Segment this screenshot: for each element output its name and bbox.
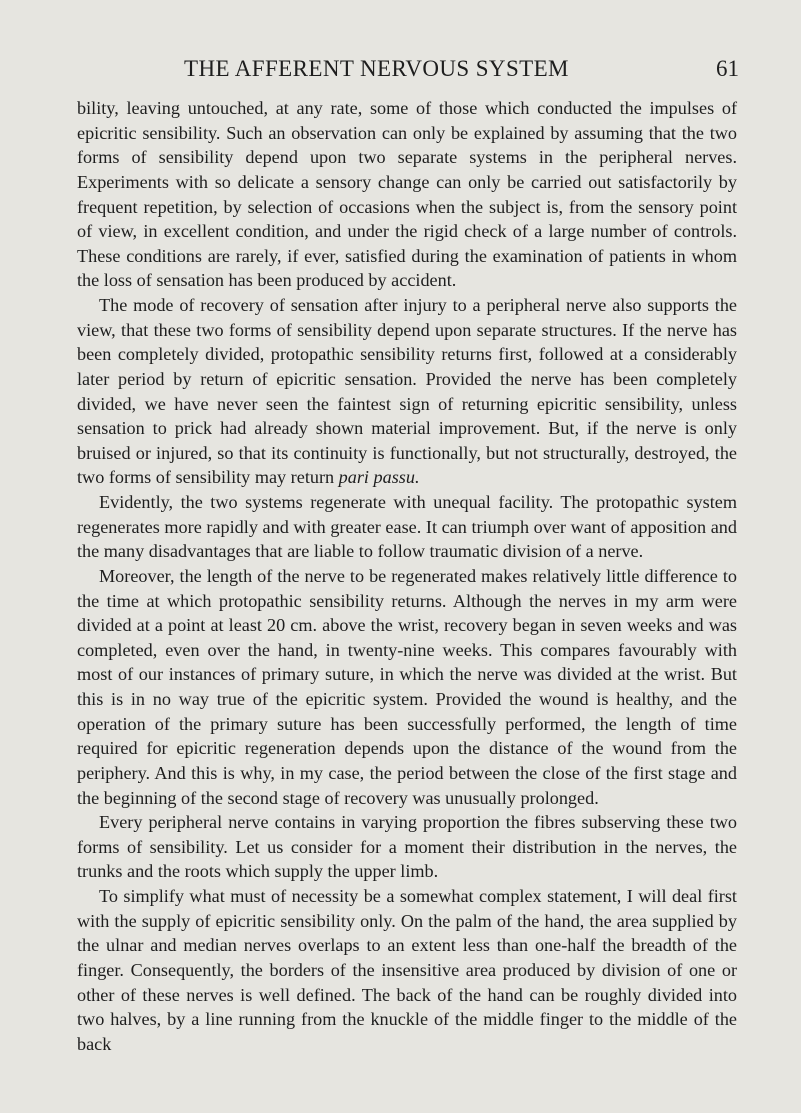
paragraph: To simplify what must of necessity be a somewhat complex statement, I will deal first with the supply of epicritic sensibility only. On the palm of the hand, the area supplied by the ulnar and median nerves overlaps to an extent less than one-half the breadth of the finger. Consequently, the borders of the insensitive area produced by division of one or other of these nerves is well defined. The back of the hand can be roughly divided into two halves, by a line running from the knuckle of the middle finger to the middle of the back [77,886,737,1054]
running-head: THE AFFERENT NERVOUS SYSTEM [184,56,569,81]
paragraph: bility, leaving untouched, at any rate, some of those which conducted the impulses of epicritic sensibility. Such an observation can only be explained by assuming that the two forms of sensibility depend upon two separate systems in the peripheral nerves. Experiments with so delicate a sensory change can only be carried out satisfactorily by frequent repetition, by selection of occasions when the subject is, from the sensory point of view, in excellent condition, and under the rigid check of a large number of controls. These conditions are rarely, if ever, satisfied during the examination of patients in whom the loss of sensation has been produced by accident. [77,98,737,291]
paragraph: Every peripheral nerve contains in varying proportion the fibres subserving these two forms of sensibility. Let us consider for a moment their distribution in the nerves, the trunks and the roots which supply the upper limb. [77,812,737,882]
body-text [77,96,737,1056]
paragraph [77,293,737,490]
page-header [0,56,801,86]
page-number: 61 [716,56,739,81]
paragraph: Evidently, the two systems regenerate with unequal facility. The protopathic system regenerates more rapidly and with greater ease. It can triumph over want of apposition and the many disadvantages that are liable to follow traumatic division of a nerve. [77,492,737,562]
italic-phrase: pari passu. [338,467,420,488]
paragraph-text: The mode of recovery of sensation after injury to a peripheral nerve also supports the view, that these two forms of sensibility depend upon separate structures. If the nerve has been completely divided, protopathic sensibility returns first, followed at a considerably later period by return of epicritic sensation. Provided the nerve has been completely divided, we have never seen the faintest sign of returning epicritic sensibility, unless sensation to prick had already shown material improvement. But, if the nerve is only bruised or injured, so that its continuity is functionally, but not structurally, destroyed, the two forms of sensibility may return [77,295,737,488]
paragraph: Moreover, the length of the nerve to be regenerated makes relatively little difference to the time at which protopathic sensibility returns. Although the nerves in my arm were divided at a point at least 20 cm. above the wrist, recovery began in seven weeks and was completed, even over the hand, in twenty-nine weeks. This compares favourably with most of our instances of primary suture, in which the nerve was divided at the wrist. But this is in no way true of the epicritic system. Provided the wound is healthy, and the operation of the primary suture has been successfully performed, the length of time required for epicritic regeneration depends upon the distance of the wound from the periphery. And this is why, in my case, the period between the close of the first stage and the beginning of the second stage of recovery was unusually prolonged. [77,565,737,808]
